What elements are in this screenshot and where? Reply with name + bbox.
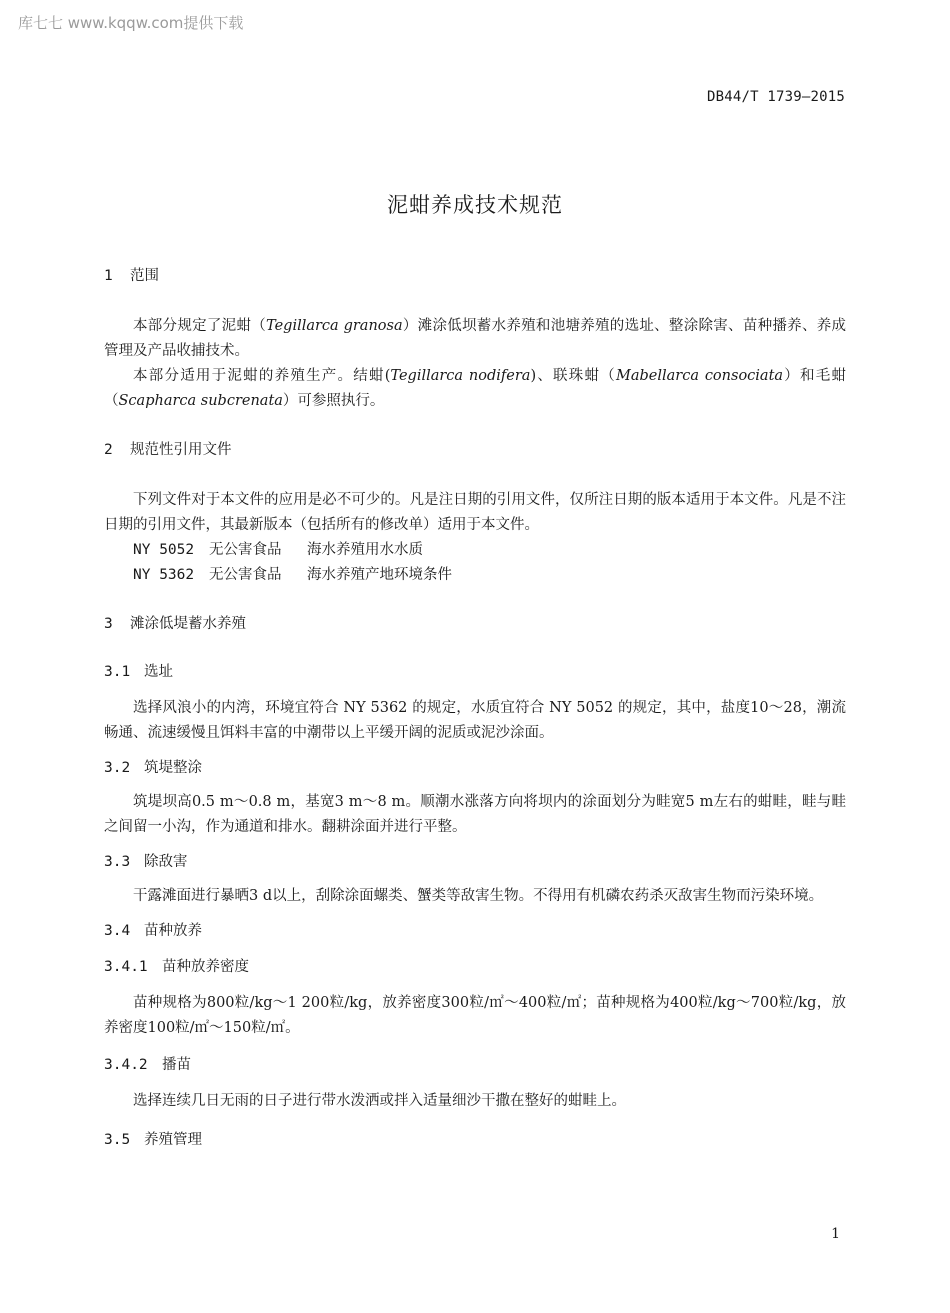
- paragraph: 选择连续几日无雨的日子进行带水泼洒或拌入适量细沙干撒在整好的蚶畦上。: [133, 1093, 626, 1109]
- section-heading: 1 范围: [104, 268, 159, 284]
- reference-item: NY 5362 无公害食品 海水养殖产地环境条件: [133, 567, 452, 583]
- document-body: [104, 264, 846, 1152]
- page-title: 泥蚶养成技术规范: [387, 193, 563, 217]
- paragraph: 选择风浪小的内湾，环境宜符合 NY 5362 的规定，水质宜符合 NY 5052 的规定，其中，盐度10～28，潮流畅通、流速缓慢且饵料丰富的中潮带以上平缓开阔的泥质或泥沙涂面。: [104, 700, 846, 741]
- subsection-heading: 3.2 筑堤整涂: [104, 760, 202, 776]
- paragraph: 下列文件对于本文件的应用是必不可少的。凡是注日期的引用文件，仅所注日期的版本适用于本文件。凡是不注日期的引用文件，其最新版本（包括所有的修改单）适用于本文件。: [104, 492, 846, 533]
- paragraph: 本部分规定了泥蚶（Tegillarca granosa）滩涂低坝蓄水养殖和池塘养殖的选址、整涂除害、苗种播养、养成管理及产品收捕技术。: [104, 318, 847, 359]
- subsection-heading: 3.4.2 播苗: [104, 1057, 191, 1073]
- paragraph: 苗种规格为800粒/kg～1 200粒/kg，放养密度300粒/㎡～400粒/㎡；苗种规格为400粒/kg～700粒/kg，放养密度100粒/㎡～150粒/㎡。: [104, 995, 846, 1036]
- subsection-heading: 3.5 养殖管理: [104, 1132, 202, 1148]
- paragraph: 筑堤坝高0.5 m～0.8 m，基宽3 m～8 m。顺潮水涨落方向将坝内的涂面划分为畦宽5 m左右的蚶畦，畦与畦之间留一小沟，作为通道和排水。翻耕涂面并进行平整。: [104, 794, 846, 835]
- reference-item: NY 5052 无公害食品 海水养殖用水水质: [133, 542, 423, 558]
- paragraph: 本部分适用于泥蚶的养殖生产。结蚶(Tegillarca nodifera)、联珠蚶（Mabellarca consociata）和毛蚶（Scapharca subcrenata）可参照执行。: [104, 368, 846, 409]
- subsection-heading: 3.3 除敌害: [104, 854, 188, 870]
- paragraph: 干露滩面进行暴晒3 d以上，刮除涂面螺类、蟹类等敌害生物。不得用有机磷农药杀灭敌害生物而污染环境。: [133, 888, 824, 904]
- section-heading: 2 规范性引用文件: [104, 442, 232, 458]
- standard-code: DB44/T 1739—2015: [706, 89, 845, 105]
- section-heading: 3 滩涂低堤蓄水养殖: [104, 616, 246, 632]
- page-number: 1: [831, 1226, 840, 1242]
- subsection-heading: 3.4 苗种放养: [104, 923, 202, 939]
- subsection-heading: 3.1 选址: [104, 664, 173, 680]
- subsection-heading: 3.4.1 苗种放养密度: [104, 959, 249, 975]
- watermark: 库七七 www.kqqw.com提供下载: [18, 14, 244, 32]
